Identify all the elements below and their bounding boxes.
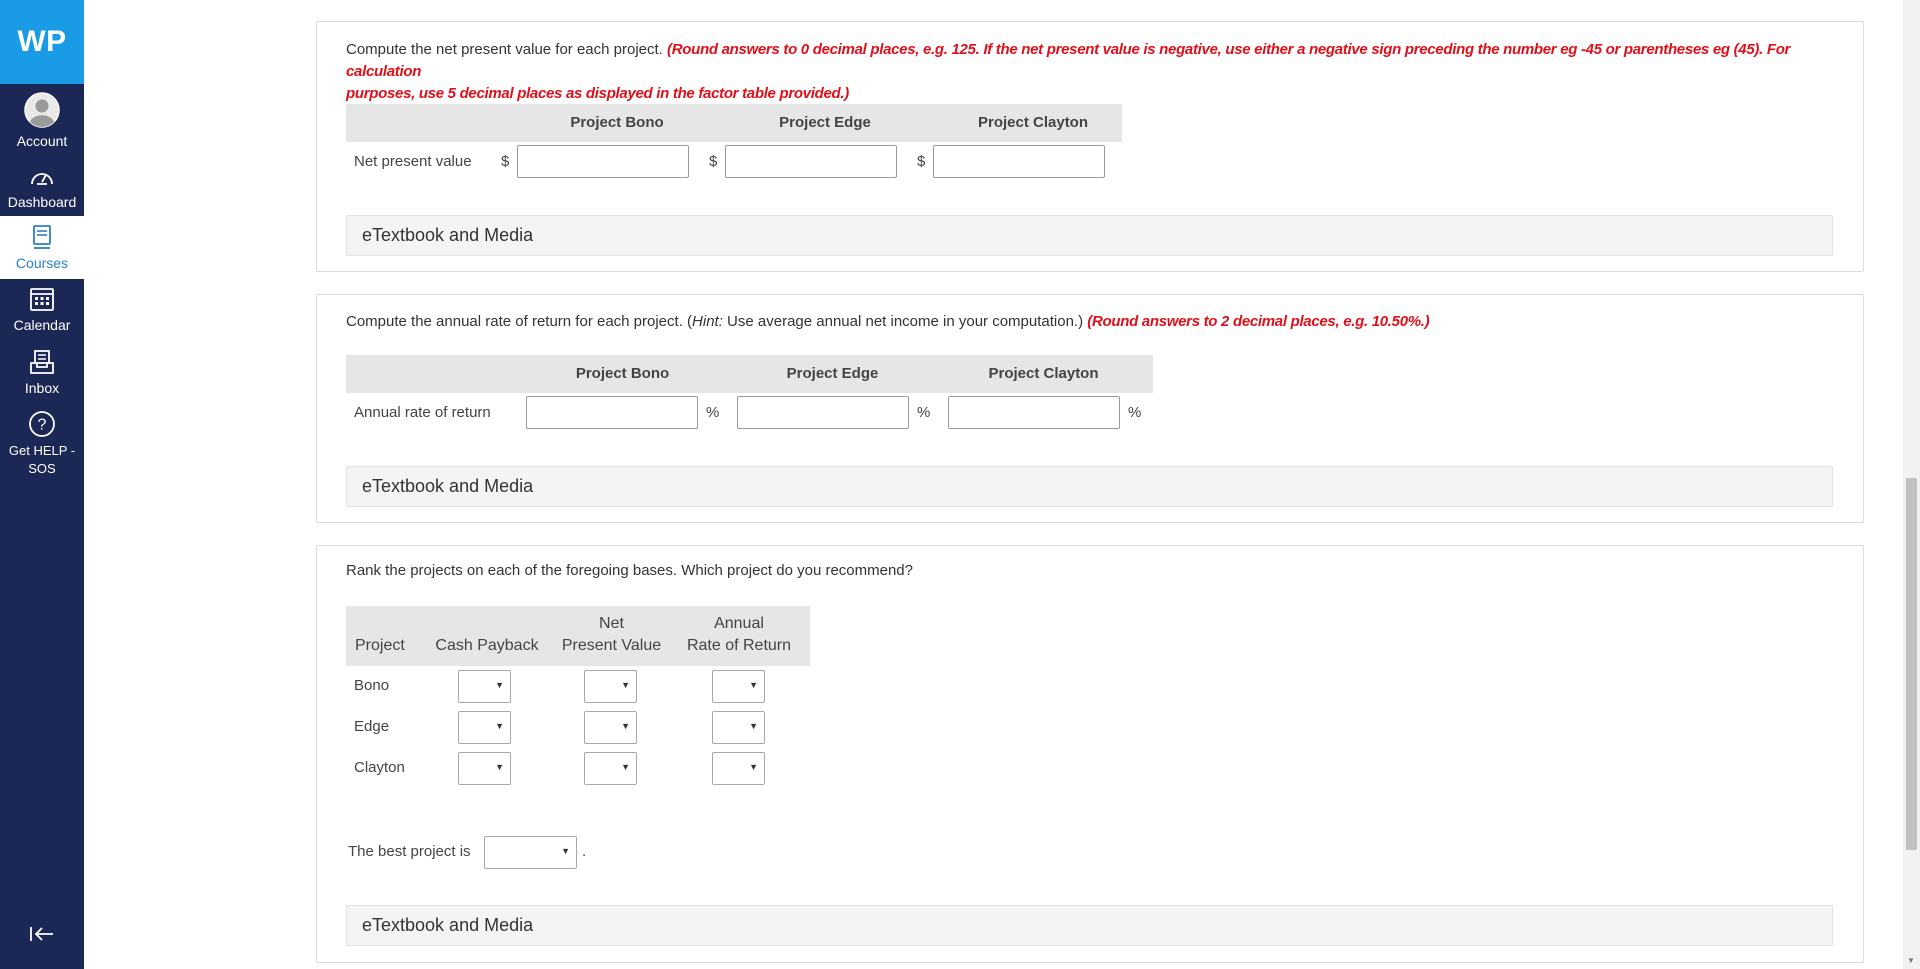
chevron-down-icon: ▼ [749,721,758,731]
percent-symbol: % [706,404,720,421]
page-scrollbar[interactable] [1903,0,1920,969]
sidebar-item-label: Dashboard [7,194,77,210]
etextbook-media-button[interactable]: eTextbook and Media [346,215,1833,256]
arr-input-bono[interactable] [526,396,698,429]
sidebar-item-label [9,442,75,478]
arr-header-clayton: Project Clayton [988,365,1099,382]
npv-rank-select-bono[interactable] [584,670,637,703]
sidebar-item-label: Calendar [13,317,71,333]
inbox-icon [29,349,55,375]
etextbook-media-button[interactable]: eTextbook and Media [346,466,1833,507]
scrollbar-thumb[interactable] [1906,478,1917,850]
rank-header-arr-line2: Rate of Return [686,637,792,654]
arr-input-clayton[interactable] [948,396,1120,429]
npv-rounding-note-2: purposes, use 5 decimal places as displayed in the factor table provided.) [346,85,849,102]
rank-header-arr [686,613,792,657]
sidebar-item-help[interactable] [0,410,84,486]
rank-header-arr-line1: Annual [714,615,764,632]
arr-input-edge[interactable] [737,396,909,429]
rank-header-npv-line2: Present Value [561,637,662,654]
calendar-icon [29,286,55,312]
rank-row-label: Edge [354,718,390,735]
best-project-period: . [582,843,587,860]
arr-hint-text: Use average annual net income in your computation.) [722,313,1084,330]
currency-symbol: $ [917,153,926,170]
collapse-sidebar-button[interactable] [26,921,58,951]
rank-question: Rank the projects on each of the foregoing bases. Which project do you recommend? [346,562,913,579]
percent-symbol: % [917,404,931,421]
help-label-line1: Get HELP - [8,443,76,458]
arr-hint-label: Hint: [692,313,723,330]
sidebar-item-account[interactable] [0,84,84,149]
npv-header-clayton: Project Clayton [977,114,1089,131]
ranking-card [316,545,1864,963]
rank-header-project: Project [355,637,405,654]
arr-question [346,311,1836,333]
scroll-down-arrow-icon[interactable]: ▼ [1907,956,1915,965]
arr-header-bono: Project Bono [575,365,670,382]
help-label-line2: SOS [28,461,56,476]
rank-header-cash-payback: Cash Payback [435,637,539,654]
arr-rank-select-bono[interactable] [712,670,765,703]
chevron-down-icon: ▼ [621,721,630,731]
collapse-arrow-icon [28,924,56,949]
npv-input-bono[interactable] [517,145,689,178]
best-project-label: The best project is [348,843,471,860]
npv-question [346,39,1836,105]
npv-input-edge[interactable] [725,145,897,178]
sidebar-item-dashboard[interactable] [0,160,84,216]
npv-input-clayton[interactable] [933,145,1105,178]
sidebar [0,0,84,969]
sidebar-item-label: Courses [15,255,69,271]
etextbook-media-button[interactable]: eTextbook and Media [346,905,1833,946]
chevron-down-icon: ▼ [621,680,630,690]
best-project-select[interactable] [484,836,577,869]
cash-payback-select-bono[interactable] [458,670,511,703]
book-icon [31,224,53,250]
logo[interactable]: WP [0,0,84,84]
percent-symbol: % [1128,404,1142,421]
cash-payback-select-clayton[interactable] [458,752,511,785]
chevron-down-icon: ▼ [495,762,504,772]
rank-row-label: Clayton [354,759,405,776]
chevron-down-icon: ▼ [749,762,758,772]
rank-header-npv [559,613,664,657]
gauge-icon [29,167,55,189]
sidebar-item-label: Inbox [24,380,60,396]
chevron-down-icon: ▼ [749,680,758,690]
account-icon [24,92,60,128]
rank-header-npv-line1: Net [599,615,624,632]
arr-rounding-note: (Round answers to 2 decimal places, e.g. 10.50%.) [1087,313,1430,330]
arr-header-edge: Project Edge [786,365,879,382]
npv-rounding-note: (Round answers to 0 decimal places, e.g. 125. If the net present value is negative, use either a negative sign preceding the number eg -45 or parentheses eg (45). For calculation [346,41,1791,80]
npv-row-label: Net present value [354,153,472,170]
arr-row-label: Annual rate of return [354,404,491,421]
currency-symbol: $ [501,153,510,170]
help-icon [28,410,56,438]
chevron-down-icon: ▼ [495,680,504,690]
currency-symbol: $ [709,153,718,170]
npv-rank-select-edge[interactable] [584,711,637,744]
arr-rank-select-edge[interactable] [712,711,765,744]
chevron-down-icon: ▼ [621,762,630,772]
sidebar-item-calendar[interactable] [0,284,84,340]
npv-rank-select-clayton[interactable] [584,752,637,785]
sidebar-item-inbox[interactable] [0,348,84,404]
chevron-down-icon: ▼ [495,721,504,731]
sidebar-item-label: Account [16,133,68,149]
npv-card [316,21,1864,272]
cash-payback-select-edge[interactable] [458,711,511,744]
sidebar-item-courses[interactable] [0,216,84,279]
svg-text:?: ? [37,416,47,434]
npv-instruction: Compute the net present value for each project. [346,41,663,58]
arr-instruction: Compute the annual rate of return for each project. ( [346,313,693,330]
arr-card [316,294,1864,523]
rank-row-label: Bono [354,677,390,694]
npv-header-bono: Project Bono [570,114,664,131]
arr-rank-select-clayton[interactable] [712,752,765,785]
npv-header-edge: Project Edge [779,114,871,131]
chevron-down-icon: ▼ [561,846,570,856]
